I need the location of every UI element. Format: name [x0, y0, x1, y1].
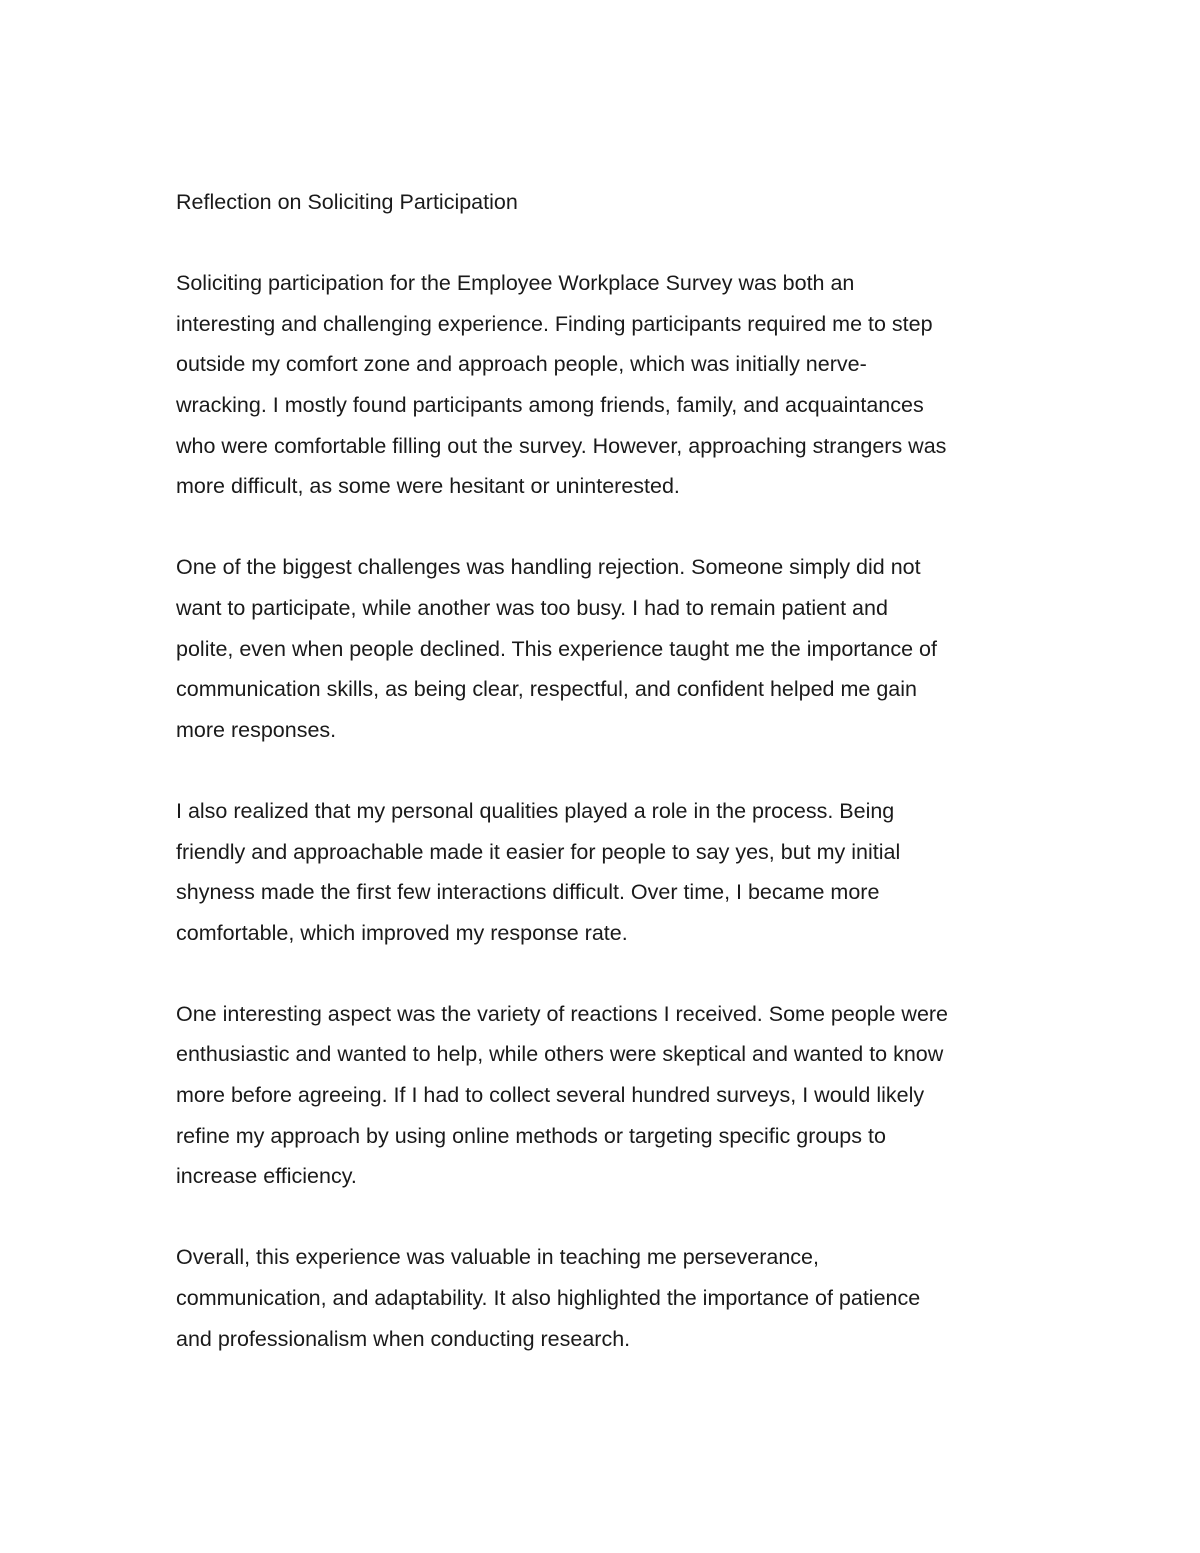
paragraph-line: communication skills, as being clear, respectful, and confident helped me gain	[176, 677, 917, 702]
paragraph-line: One of the biggest challenges was handling rejection. Someone simply did not	[176, 555, 921, 580]
paragraph-line: more difficult, as some were hesitant or uninterested.	[176, 474, 680, 499]
paragraph-line: comfortable, which improved my response rate.	[176, 920, 628, 945]
paragraph-line: interesting and challenging experience. Finding participants required me to step	[176, 311, 933, 336]
paragraph-line: friendly and approachable made it easier for people to say yes, but my initial	[176, 839, 901, 864]
paragraph-line: polite, even when people declined. This experience taught me the importance of	[176, 636, 937, 661]
paragraph-3	[176, 791, 1036, 953]
document-body	[176, 182, 1036, 1400]
paragraph-line: increase efficiency.	[176, 1164, 357, 1189]
paragraph-line: who were comfortable filling out the survey. However, approaching strangers was	[176, 433, 947, 458]
paragraph-line: One interesting aspect was the variety of reactions I received. Some people were	[176, 1001, 949, 1026]
paragraph-2	[176, 547, 1036, 750]
paragraph-line: Overall, this experience was valuable in teaching me perseverance,	[176, 1245, 819, 1270]
paragraph-line: Soliciting participation for the Employee Workplace Survey was both an	[176, 271, 855, 296]
paragraph-line: communication, and adaptability. It also highlighted the importance of patience	[176, 1286, 921, 1311]
paragraph-4	[176, 994, 1036, 1197]
paragraph-line: shyness made the first few interactions difficult. Over time, I became more	[176, 880, 880, 905]
paragraph-1	[176, 263, 1036, 507]
paragraph-line: more before agreeing. If I had to collect several hundred surveys, I would likely	[176, 1083, 925, 1108]
paragraph-line: more responses.	[176, 717, 337, 742]
paragraph-line: outside my comfort zone and approach people, which was initially nerve-	[176, 352, 867, 377]
paragraph-line: I also realized that my personal qualities played a role in the process. Being	[176, 798, 895, 823]
paragraph-line: wracking. I mostly found participants among friends, family, and acquaintances	[176, 392, 924, 417]
paragraph-5	[176, 1237, 1036, 1359]
document-title: Reflection on Soliciting Participation	[176, 190, 518, 214]
paragraph-line: and professionalism when conducting research.	[176, 1326, 631, 1351]
paragraph-line: want to participate, while another was too busy. I had to remain patient and	[176, 595, 888, 620]
paragraph-line: enthusiastic and wanted to help, while others were skeptical and wanted to know	[176, 1042, 944, 1067]
paragraph-line: refine my approach by using online methods or targeting specific groups to	[176, 1123, 886, 1148]
